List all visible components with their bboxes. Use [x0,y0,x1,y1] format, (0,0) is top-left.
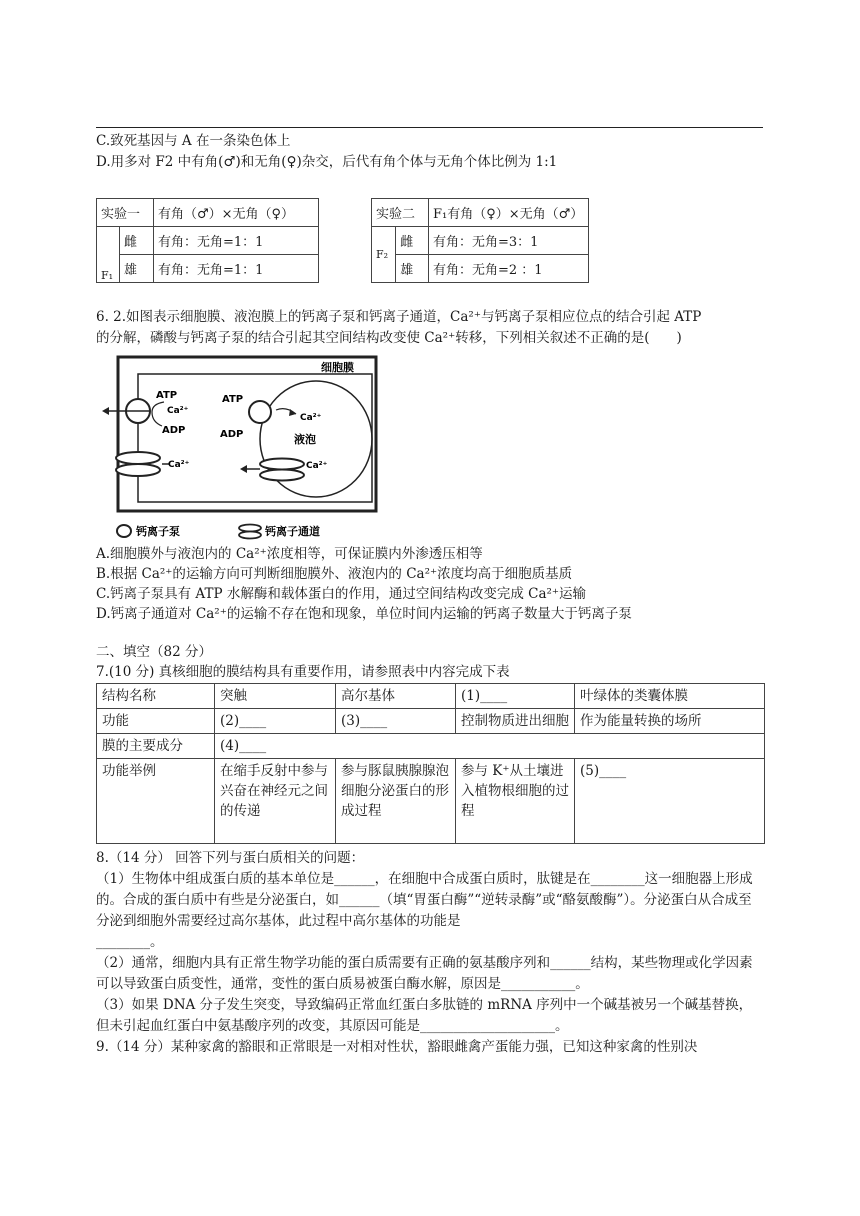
calcium-transport-diagram [96,354,386,544]
exp1-male-ratio: 有角：无角=1：1 [154,255,319,283]
q8-part3: （3）如果 DNA 分子发生突变，导致编码正常血红蛋白多肽链的 mRNA 序列中一个碱基被另一个碱基替换，但未引起血红蛋白中氨基酸序列的改变，其原因可能是____________________。 [96,997,753,1034]
q6-stem-line2: 的分解，磷酸与钙离子泵的结合引起其空间结构改变使 Ca²⁺转移，下列相关叙述不正确的是( ) [96,330,682,346]
q7-example-row [97,759,765,844]
q6-option-b: B.根据 Ca²⁺的运输方向可判断细胞膜外、液泡内的 Ca²⁺浓度均高于细胞质基质 [96,566,573,582]
q9-stem: 9.（14 分）某种家禽的豁眼和正常眼是一对相对性状，豁眼雌禽产蛋能力强，已知这种家禽的性别决 [96,1039,698,1055]
ca-label-4: Ca²⁺ [306,461,328,471]
q8-stem: 8.（14 分） 回答下列与蛋白质相关的问题： [96,850,365,866]
exp1-generation: F₁ [97,227,120,283]
exp1-cross: 有角（♂）×无角（♀） [154,199,319,227]
q8-part2: （2）通常，细胞内具有正常生物学功能的蛋白质需要有正确的氨基酸序列和______结构，某些物理或化学因素可以导致蛋白质变性，通常，变性的蛋白质易被蛋白酶水解，原因是___________。 [96,955,753,992]
q7-cell: (3)____ [336,709,456,734]
q6-option-c: C.钙离子泵具有 ATP 水解酶和载体蛋白的作用，通过空间结构改变完成 Ca²⁺运输 [96,586,587,602]
ca-label-1: Ca²⁺ [167,406,189,416]
q7-header-cell: 高尔基体 [336,684,456,709]
exp1-label: 实验一 [97,199,154,227]
vacuole-pump-icon [249,401,271,423]
q7-header-row [97,684,765,709]
exp2-female: 雌 [396,227,429,255]
q8-part1-tail: ________。 [96,934,164,950]
q7-header-cell: 叶绿体的类囊体膜 [575,684,765,709]
cell-membrane-outline [118,357,376,511]
exp1-male: 雄 [120,255,154,283]
q6-option-d: D.钙离子通道对 Ca²⁺的运输不存在饱和现象，单位时间内运输的钙离子数量大于钙离子泵 [96,606,632,622]
experiment-two-table [371,198,589,283]
q8-part1: （1）生物体中组成蛋白质的基本单位是______，在细胞中合成蛋白质时，肽键是在________这一细胞器上形成的。合成的蛋白质中有些是分泌蛋白，如______（填“胃蛋白酶”“逆转录酶”或“酪氨酸酶”）。分泌蛋白从合成至分泌到细胞外需要经过高尔基体，此过程中高尔基体的功能是 [96,871,753,929]
q7-cell: 功能举例 [97,759,215,844]
q7-header-cell: 突触 [215,684,336,709]
exp2-cross: F₁有角（♀）×无角（♂） [429,199,589,227]
q7-function-row [97,709,765,734]
q5-option-d: D.用多对 F2 中有角(♂)和无角(♀)杂交，后代有角个体与无角个体比例为 1:1 [96,154,558,170]
q7-cell: 膜的主要成分 [97,734,215,759]
exp2-male: 雄 [396,255,429,283]
adp-label-2: ADP [220,429,244,440]
q7-cell: 功能 [97,709,215,734]
q7-stem: 7.(10 分) 真核细胞的膜结构具有重要作用，请参照表中内容完成下表 [96,664,510,680]
q6-option-a: A.细胞膜外与液泡内的 Ca²⁺浓度相等，可保证膜内外渗透压相等 [96,546,483,562]
q7-cell: (2)____ [215,709,336,734]
q7-cell: 在缩手反射中参与兴奋在神经元之间的传递 [215,759,336,844]
legend-channel-icon [239,525,261,532]
q7-cell: (4)____ [215,734,765,759]
exp2-female-ratio: 有角：无角=3：1 [429,227,589,255]
q5-option-c: C.致死基因与 A 在一条染色体上 [96,133,291,149]
q6-stem-line1: 6. 2.如图表示细胞膜、液泡膜上的钙离子泵和钙离子通道，Ca²⁺与钙离子泵相应位点的结合引起 ATP [96,309,702,325]
adp-label-1: ADP [162,425,186,436]
q7-cell: 参与豚鼠胰腺腺泡细胞分泌蛋白的形成过程 [336,759,456,844]
exp1-female: 雌 [120,227,154,255]
exp2-generation: F₂ [372,227,396,283]
q7-membrane-table [96,683,765,844]
q7-cell: 参与 K⁺从土壤进入植物根细胞的过程 [456,759,575,844]
vacuole-label: 液泡 [294,433,316,446]
legend-channel-label: 钙离子通道 [265,525,320,538]
q7-component-row [97,734,765,759]
legend-pump-icon [117,525,131,537]
exp2-male-ratio: 有角：无角=2 ：1 [429,255,589,283]
section-two-heading: 二、填空（82 分） [96,644,212,660]
ca-label-2: Ca²⁺ [168,460,190,470]
experiment-one-table [96,198,319,283]
q7-cell: 控制物质进出细胞 [456,709,575,734]
membrane-channel-icon [116,452,160,464]
q7-header-cell: 结构名称 [97,684,215,709]
q7-cell: (5)____ [575,759,765,844]
header-rule [96,127,763,128]
legend-pump-label: 钙离子泵 [136,525,180,538]
atp-label-2: ATP [222,394,244,405]
vacuole-channel-icon [260,459,304,470]
ca-label-3: Ca²⁺ [300,413,322,423]
cell-membrane-label: 细胞膜 [321,361,354,374]
q7-cell: 作为能量转换的场所 [575,709,765,734]
exp2-label: 实验二 [372,199,429,227]
q7-header-cell: (1)____ [456,684,575,709]
atp-label-1: ATP [156,390,178,401]
exp1-female-ratio: 有角：无角=1：1 [154,227,319,255]
